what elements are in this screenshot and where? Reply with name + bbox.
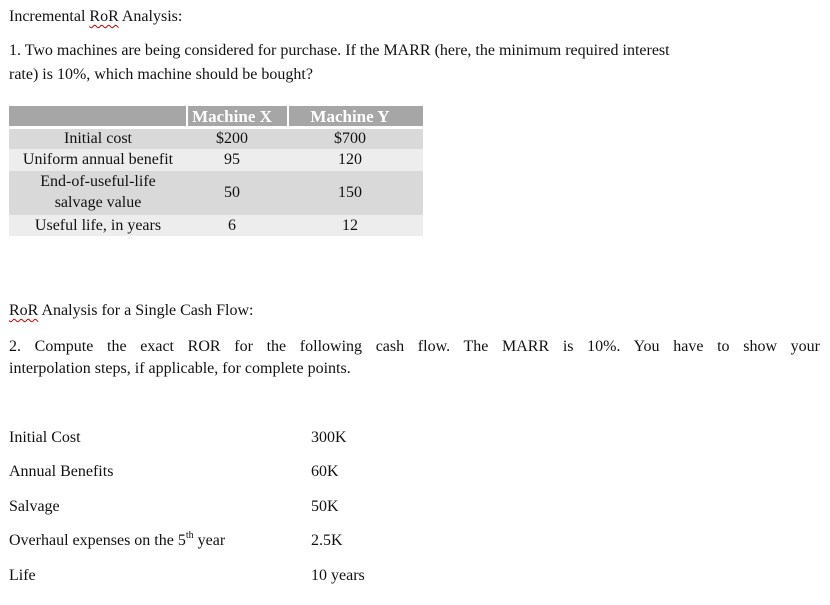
machine-y-value: 12	[342, 217, 358, 234]
header-machine-y: Machine Y	[310, 107, 390, 126]
cashflow-value: 10 years	[311, 567, 365, 584]
cashflow-label: Life	[9, 567, 36, 584]
machine-x-value: 95	[224, 151, 240, 168]
section1-title: Incremental RoR Analysis:	[9, 8, 183, 25]
spellcheck-word: RoR	[89, 8, 119, 25]
cashflow-value: 50K	[311, 498, 339, 515]
table-row	[9, 215, 423, 236]
cashflow-value: 300K	[311, 429, 347, 446]
machine-x-value: 6	[228, 217, 236, 234]
row-label: Useful life, in years	[34, 217, 162, 234]
header-machine-x: Machine X	[192, 107, 272, 126]
cashflow-label: Salvage	[9, 498, 60, 515]
machine-x-value: 50	[224, 184, 240, 201]
table-header-row	[9, 106, 423, 126]
question2-line1: 2. Compute the exact ROR for the following cash flow. The MARR is 10%. You have to show your	[9, 338, 820, 355]
row-label-line1: End-of-useful-life	[40, 173, 156, 190]
section2-title: RoR Analysis for a Single Cash Flow:	[9, 302, 254, 319]
row-label: Initial cost	[64, 130, 132, 147]
cashflow-label: Initial Cost	[9, 429, 81, 446]
question2-line2: interpolation steps, if applicable, for complete points.	[9, 360, 351, 377]
machine-y-value: $700	[334, 130, 366, 147]
machine-y-value: 150	[338, 184, 362, 201]
row-label: Uniform annual benefit	[22, 151, 174, 168]
cashflow-label: Overhaul expenses on the 5th year	[9, 530, 226, 549]
cashflow-value: 2.5K	[311, 532, 343, 549]
table-row	[9, 129, 423, 149]
table-row	[9, 171, 423, 215]
cashflow-value: 60K	[311, 463, 339, 480]
table-row	[9, 149, 423, 171]
row-label-line2: salvage value	[54, 194, 142, 211]
machine-y-value: 120	[338, 151, 362, 168]
machine-x-value: $200	[216, 130, 248, 147]
cashflow-label: Annual Benefits	[9, 463, 114, 480]
question1-line2: rate) is 10%, which machine should be bought?	[9, 66, 313, 83]
spellcheck-word: RoR	[9, 302, 39, 319]
question1-line1: 1. Two machines are being considered for purchase. If the MARR (here, the minimum required interest	[9, 42, 670, 59]
